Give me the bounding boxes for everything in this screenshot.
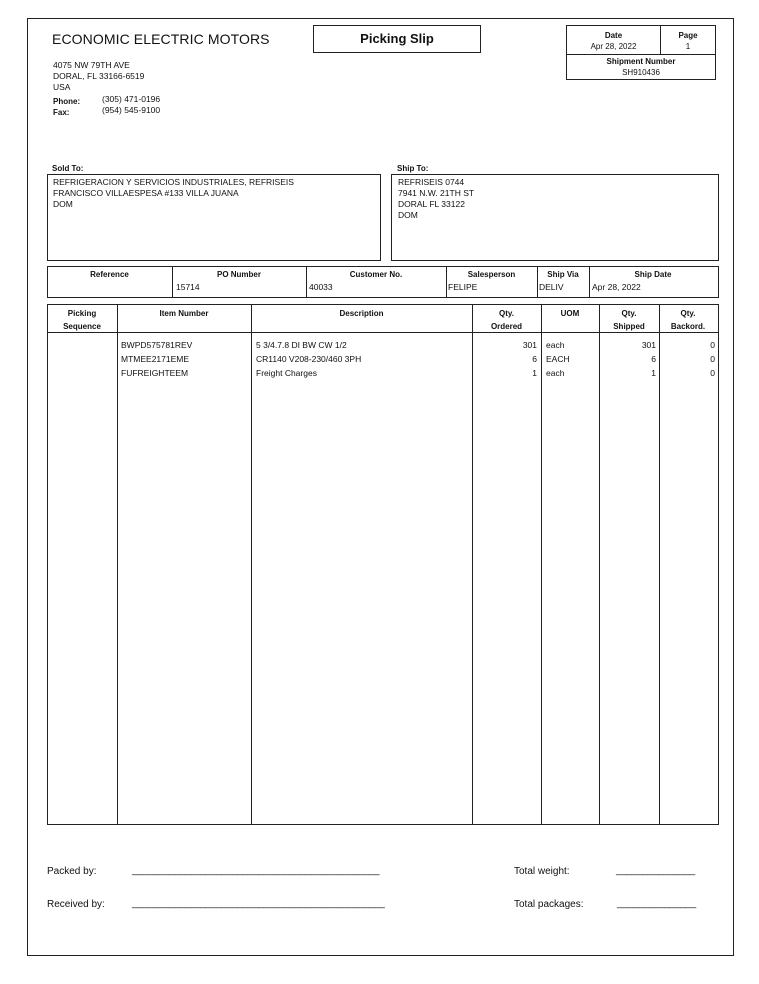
- row-2-desc: CR1140 V208-230/460 3PH: [256, 354, 362, 364]
- row-2-ordered: 6: [532, 354, 537, 364]
- row-3-uom: each: [546, 368, 565, 378]
- col-header-uom: UOM: [560, 309, 580, 318]
- phone-value: (305) 471-0196: [102, 94, 161, 104]
- shipment-label: Shipment Number: [606, 57, 676, 66]
- row-1-uom: each: [546, 340, 565, 350]
- row-3-backord: 0: [710, 368, 715, 378]
- ship-via-value: DELIV: [539, 282, 564, 292]
- col-header-description: Description: [339, 309, 384, 318]
- shipment-value: SH910436: [622, 68, 660, 77]
- ship-to-line-4: DOM: [398, 210, 418, 220]
- date-value: Apr 28, 2022: [590, 42, 637, 51]
- fax-value: (954) 545-9100: [102, 105, 161, 115]
- ship-to-label: Ship To:: [397, 164, 429, 173]
- col-header-qty-shipped-1: Qty.: [621, 309, 637, 318]
- row-3-desc: Freight Charges: [256, 368, 317, 378]
- po-number-value: 15714: [176, 282, 200, 292]
- row-2-shipped: 6: [651, 354, 656, 364]
- col-header-picking: Picking: [67, 309, 97, 318]
- row-1-shipped: 301: [641, 340, 656, 350]
- row-1-desc: 5 3/4.7.8 DI BW CW 1/2: [256, 340, 347, 350]
- sold-to-line-3: DOM: [53, 199, 73, 209]
- page-value: 1: [685, 42, 691, 51]
- total-packages-line: _______________: [617, 898, 696, 909]
- packed-by-line: _______________________________________________: [132, 865, 380, 876]
- row-3-item: FUFREIGHTEEM: [121, 368, 189, 378]
- row-3-ordered: 1: [532, 368, 537, 378]
- packed-by-label: Packed by:: [47, 866, 97, 877]
- row-3-shipped: 1: [651, 368, 656, 378]
- row-1-ordered: 301: [522, 340, 537, 350]
- total-weight-label: Total weight:: [514, 866, 570, 877]
- ship-to-line-2: 7941 N.W. 21TH ST: [398, 188, 475, 198]
- ship-to-line-3: DORAL FL 33122: [398, 199, 465, 209]
- fax-label: Fax:: [53, 108, 70, 117]
- row-2-item: MTMEE2171EME: [121, 354, 190, 364]
- company-address-line-1: 4075 NW 79TH AVE: [53, 60, 130, 70]
- sold-to-line-1: REFRIGERACION Y SERVICIOS INDUSTRIALES, REFRISEIS: [53, 177, 294, 187]
- col-header-qty-shipped-2: Shipped: [613, 322, 645, 331]
- received-by-line: ________________________________________________: [132, 898, 385, 909]
- ship-date-header: Ship Date: [634, 270, 672, 279]
- total-packages-label: Total packages:: [514, 899, 584, 910]
- company-address-line-3: USA: [53, 82, 71, 92]
- sold-to-line-2: FRANCISCO VILLAESPESA #133 VILLA JUANA: [53, 188, 239, 198]
- col-header-item-number: Item Number: [159, 309, 209, 318]
- page-label: Page: [678, 31, 698, 40]
- row-2-uom: EACH: [546, 354, 570, 364]
- col-header-qty-ordered-2: Ordered: [490, 322, 523, 331]
- col-header-qty-ordered-1: Qty.: [499, 309, 514, 318]
- ship-via-header: Ship Via: [547, 270, 579, 279]
- document-title: Picking Slip: [313, 25, 481, 53]
- po-number-header: PO Number: [216, 270, 261, 279]
- items-table: [47, 304, 719, 825]
- reference-header: Reference: [90, 270, 129, 279]
- row-2-backord: 0: [710, 354, 715, 364]
- company-name: ECONOMIC ELECTRIC MOTORS: [52, 31, 270, 47]
- col-header-sequence: Sequence: [63, 322, 101, 331]
- date-label: Date: [604, 31, 623, 40]
- customer-no-value: 40033: [309, 282, 333, 292]
- customer-no-header: Customer No.: [349, 270, 403, 279]
- salesperson-header: Salesperson: [467, 270, 516, 279]
- ship-to-line-1: REFRISEIS 0744: [398, 177, 465, 187]
- company-address-line-2: DORAL, FL 33166-6519: [53, 71, 145, 81]
- col-header-qty-backord-2: Backord.: [670, 322, 706, 331]
- row-1-item: BWPD575781REV: [121, 340, 193, 350]
- ship-date-value: Apr 28, 2022: [592, 282, 641, 292]
- phone-label: Phone:: [53, 97, 81, 106]
- row-1-backord: 0: [710, 340, 715, 350]
- received-by-label: Received by:: [47, 899, 105, 910]
- col-header-qty-backord-1: Qty.: [680, 309, 696, 318]
- sold-to-label: Sold To:: [52, 164, 84, 173]
- meta-box: [566, 25, 716, 80]
- total-weight-line: _______________: [616, 865, 695, 876]
- salesperson-value: FELIPE: [448, 282, 478, 292]
